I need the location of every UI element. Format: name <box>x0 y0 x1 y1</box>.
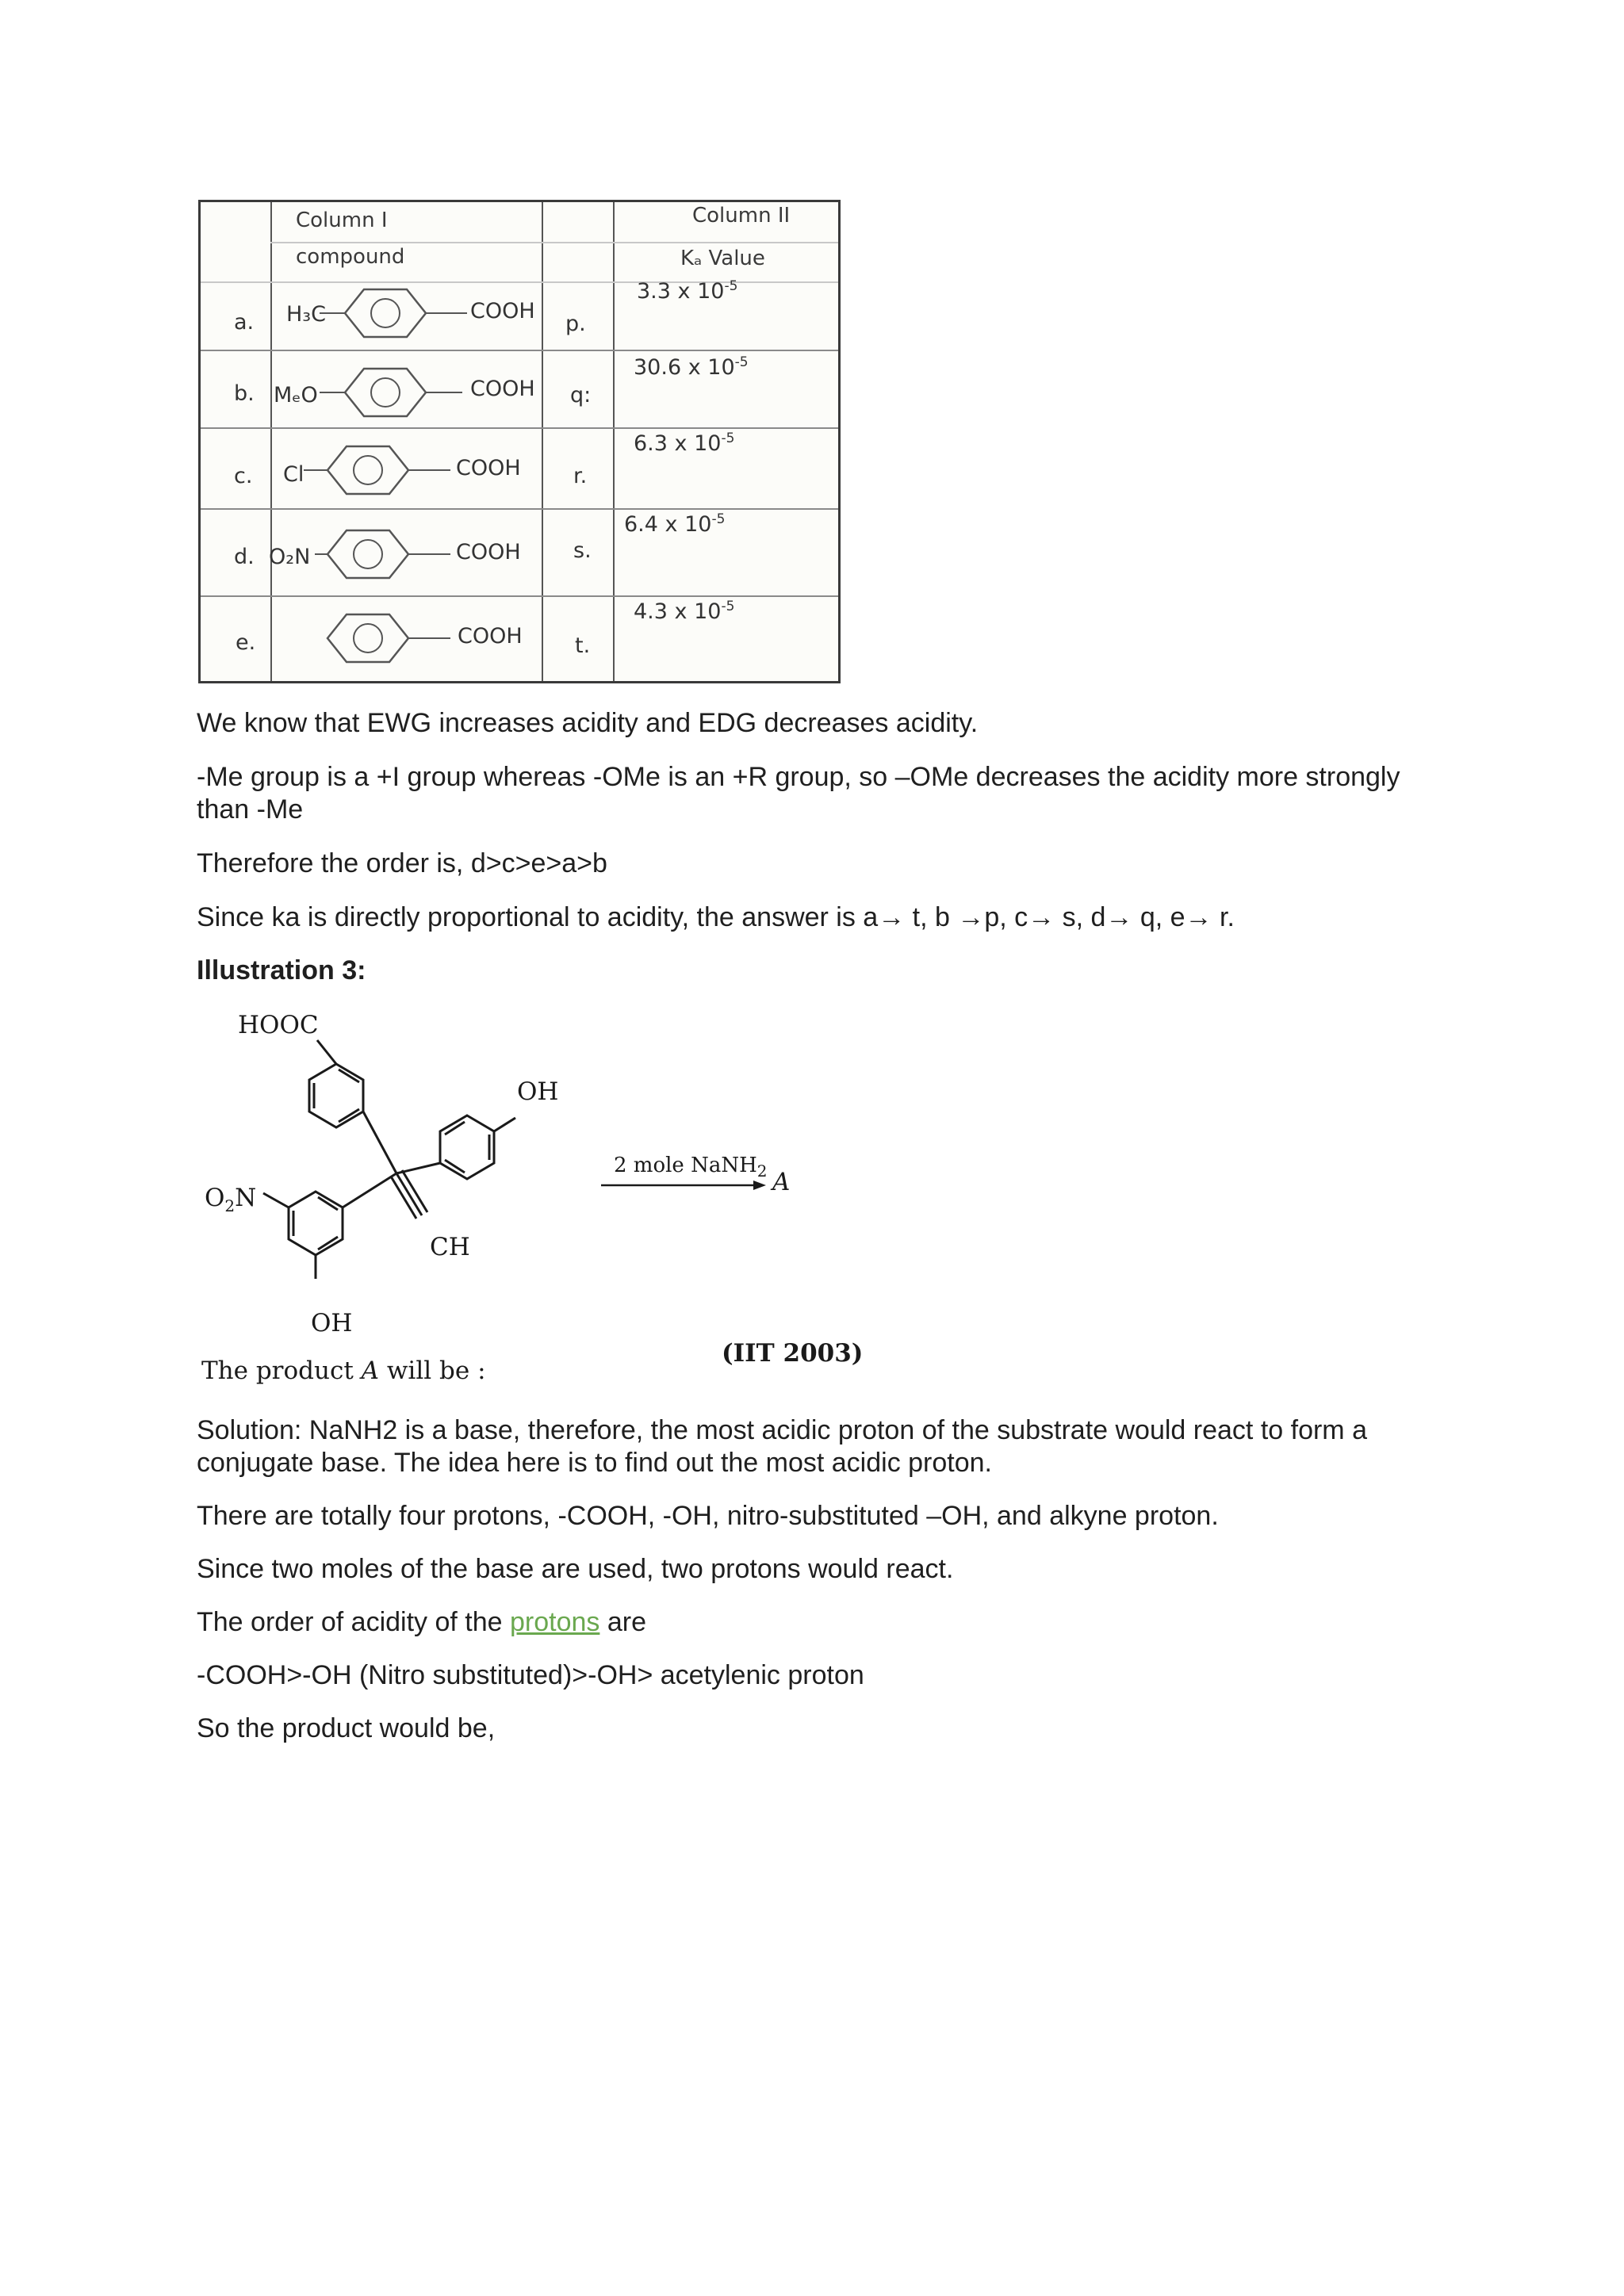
protons-link[interactable]: protons <box>509 1607 600 1637</box>
column-1-header: Column I <box>296 209 388 232</box>
paragraph: The order of acidity of the protons are <box>197 1607 646 1637</box>
row-letter: e. <box>236 630 256 655</box>
key-letter: q: <box>570 383 592 408</box>
paragraph: -COOH>-OH (Nitro substituted)>-OH> acetylenic proton <box>197 1660 864 1690</box>
row-letter: b. <box>234 381 255 406</box>
product-label: A <box>772 1168 791 1196</box>
paragraph: Since two moles of the base are used, two protons would react. <box>197 1554 954 1584</box>
paragraph: So the product would be, <box>197 1713 496 1743</box>
reaction-scheme <box>198 1003 864 1399</box>
section-heading: Illustration 3: <box>197 955 366 985</box>
ka-value: 6.3 x $10^{-5}$ <box>634 430 735 456</box>
nitro-label: $O_2N$ <box>205 1184 257 1216</box>
hooc-label: HOOC <box>238 1011 319 1039</box>
row-letter: a. <box>234 310 255 335</box>
ka-value: 30.6 x $10^{-5}$ <box>634 354 749 380</box>
row-letter: c. <box>234 464 253 488</box>
oh-label: OH <box>311 1309 353 1337</box>
key-letter: p. <box>565 312 586 336</box>
column-2-subheader: Kₐ Value <box>680 247 765 270</box>
column-1-subheader: compound <box>296 245 405 269</box>
paragraph: There are totally four protons, -COOH, -OH, nitro-substituted –OH, and alkyne proton. <box>197 1501 1219 1531</box>
ka-value: 4.3 x $10^{-5}$ <box>634 599 735 624</box>
ka-value: 6.4 x $10^{-5}$ <box>624 511 726 537</box>
match-table: Column I compound Column II Kₐ Value a. H₃C COOH p. 3.3 x $10^{-5}$ b. MₑO COOH q: 30.6 x $10^{-5}$ c. Cl COOH r. 6.3 x $10^{-5}$ d. O₂N COOH s. 6.4 x $10^{-5}$ e. COOH t. 4.3 x $10^{-5}$ <box>198 200 841 683</box>
key-letter: t. <box>575 633 591 658</box>
reagent-label: 2 mole NaNH$_2$ <box>614 1154 768 1181</box>
paragraph: -Me group is a +I group whereas -OMe is an +R group, so –OMe decreases the acidity more strongly than -Me <box>197 762 1400 825</box>
alkyne-ch-label: CH <box>430 1233 470 1261</box>
row-letter: d. <box>234 545 255 569</box>
key-letter: r. <box>573 464 588 488</box>
column-2-header: Column II <box>692 204 791 228</box>
paragraph: We know that EWG increases acidity and EDG decreases acidity. <box>197 708 979 738</box>
oh-label: OH <box>517 1077 559 1106</box>
paragraph: Solution: NaNH2 is a base, therefore, the most acidic proton of the substrate would react to form a conjugate base. The idea here is to find out the most acidic proton. <box>197 1415 1367 1478</box>
paragraph: Therefore the order is, d>c>e>a>b <box>197 848 607 878</box>
paragraph: Since ka is directly proportional to acidity, the answer is a→ t, b →p, c→ s, d→ q, e→ r. <box>197 902 1235 932</box>
source-label: (IIT 2003) <box>722 1339 864 1368</box>
ka-value: 3.3 x $10^{-5}$ <box>637 278 738 304</box>
key-letter: s. <box>573 538 592 563</box>
question-text: The product A will be : <box>201 1357 486 1385</box>
